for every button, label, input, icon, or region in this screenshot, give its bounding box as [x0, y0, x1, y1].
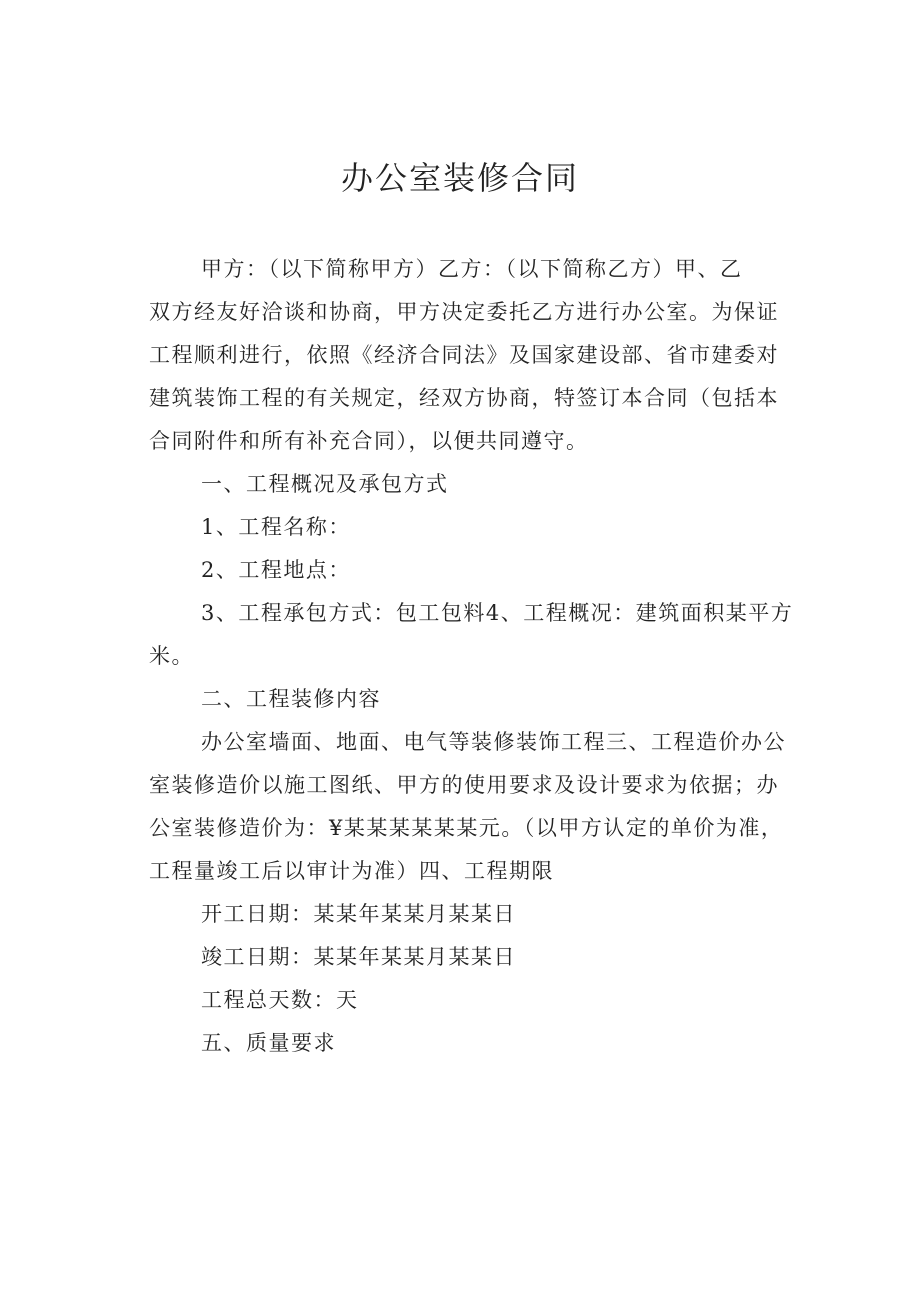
total-days: [149, 979, 809, 1022]
content-line-2: 室装修造价以施工图纸、甲方的使用要求及设计要求为依据；办: [149, 773, 779, 797]
item-contract-method-line-1: 3、工程承包方式：包工包料4、工程概况：建筑面积某平方: [201, 601, 794, 625]
document-body: [149, 248, 809, 1065]
section-5-heading-text: 五、质量要求: [201, 1031, 336, 1055]
item-project-name: [149, 506, 809, 549]
content-paragraph: [149, 721, 809, 893]
section-1-heading-text: 一、工程概况及承包方式: [201, 472, 449, 496]
document-title: 办公室装修合同: [340, 159, 579, 197]
content-line-3: 公室装修造价为：¥某某某某某某元。（以甲方认定的单价为准，: [149, 816, 784, 840]
end-date: [149, 936, 809, 979]
content-line-1: 办公室墙面、地面、电气等装修装饰工程三、工程造价办公: [201, 730, 786, 754]
section-1-heading: [149, 463, 809, 506]
item-project-location-text: 2、工程地点：: [201, 558, 351, 582]
intro-line-5: 合同附件和所有补充合同），以便共同遵守。: [149, 429, 589, 453]
section-5-heading: [149, 1022, 809, 1065]
item-contract-method-line-2: 米。: [149, 644, 194, 668]
item-contract-method: [149, 592, 809, 678]
section-2-heading-text: 二、工程装修内容: [201, 687, 381, 711]
section-2-heading: [149, 678, 809, 721]
total-days-text: 工程总天数：天: [201, 988, 359, 1012]
item-project-location: [149, 549, 809, 592]
item-project-name-text: 1、工程名称：: [201, 515, 351, 539]
intro-line-1: 甲方：（以下简称甲方）乙方：（以下简称乙方）甲、乙: [201, 257, 743, 281]
content-line-4: 工程量竣工后以审计为准）四、工程期限: [149, 859, 554, 883]
intro-line-4: 建筑装饰工程的有关规定，经双方协商，特签订本合同（包括本: [149, 386, 779, 410]
intro-line-2: 双方经友好洽谈和协商，甲方决定委托乙方进行办公室。为保证: [149, 300, 779, 324]
intro-line-3: 工程顺利进行，依照《经济合同法》及国家建设部、省市建委对: [149, 343, 779, 367]
start-date: [149, 893, 809, 936]
start-date-text: 开工日期：某某年某某月某某日: [201, 902, 516, 926]
end-date-text: 竣工日期：某某年某某月某某日: [201, 945, 516, 969]
intro-paragraph: [149, 248, 809, 463]
